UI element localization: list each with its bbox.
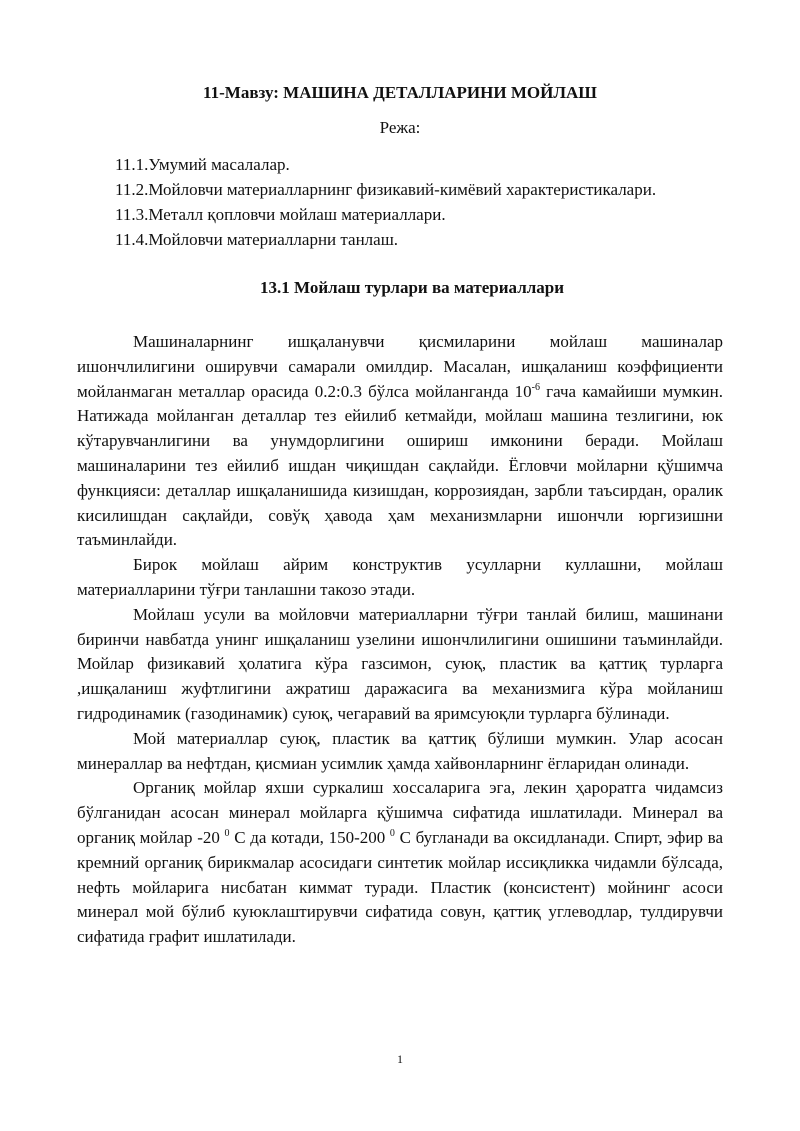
plan-item: 11.1.Умумий масалалар. <box>115 155 290 174</box>
paragraph-2: Бирок мойлаш айрим конструктив усулларни куллашни, мойлаш материалларини тўғри танлашни такозо этади. <box>77 555 723 599</box>
paragraph-5 <box>77 776 723 950</box>
plan-list <box>115 152 755 252</box>
section-heading: 13.1 Мойлаш турлари ва материаллари <box>260 278 565 297</box>
plan-label: Режа: <box>379 118 421 137</box>
plan-item: 11.4.Мойловчи материалларни танлаш. <box>115 230 399 249</box>
paragraph-text: Машиналарнинг ишқаланувчи қисмиларини мойлаш машиналар ишончлилигини оширувчи самарали омилдир. Масалан, ишқаланиш коэффициенти мойланмаган металлар орасида 0.2:0.3 бўлса мойланганда 10 <box>77 332 723 401</box>
paragraph-text: Органиқ мойлар яхши суркалиш хоссаларига эга, лекин ҳароратга чидамсиз бўлганидан асосан минерал мойларга қўшимча сифатида ишлатилади. Минерал ва органиқ мойлар -20 <box>77 778 723 847</box>
plan-item: 11.2.Мойловчи материалларнинг физикавий-кимёвий характеристикалари. <box>115 180 657 199</box>
body-text <box>77 330 723 950</box>
superscript: -6 <box>531 381 541 393</box>
paragraph-text: С бугланади ва оксидланади. Спирт, эфир ва кремний органиқ бирикмалар асосидаги синтетик мойлар иссиқликка чидамли бўлсада, нефть мойларига нисбатан киммат туради. Пластик (консистент) мойнинг асоси минерал мой бўлиб куюклаштирувчи сифатида совун, қаттиқ углеводлар, тулдирувчи сифатида графит ишлатилади. <box>77 827 723 947</box>
plan-item: 11.3.Металл қопловчи мойлаш материаллари. <box>115 205 446 224</box>
paragraph-4: Мой материаллар суюқ, пластик ва қаттиқ бўлиши мумкин. Улар асосан минераллар ва нефтдан, қисмиан усимлик ҳамда хайвонларнинг ёгларидан олинади. <box>77 728 723 773</box>
page-number: 1 <box>397 1052 403 1066</box>
superscript: 0 <box>224 827 230 839</box>
paragraph-text: С да котади, 150-200 <box>229 827 390 847</box>
paragraph-1 <box>77 330 723 553</box>
paragraph-3: Мойлаш усули ва мойловчи материалларни тўғри танлай билиш, машинани биринчи навбатда унинг ишқаланиш узелини ишончлилигини ошишини таъминлайди. Мойлар физикавий ҳолатига кўра газсимон, суюқ, пластик ва қаттиқ турларга ,ишқаланиш жуфтлигини ажратиш даражасига ва механизмига кўра мойланиш гидродинамик (газодинамик) суюқ, чегаравий ва яримсуюқли турларга бўлинади. <box>77 604 723 723</box>
document-title: 11-Мавзу: МАШИНА ДЕТАЛЛАРИНИ МОЙЛАШ <box>203 83 597 102</box>
paragraph-text: гача камайиши мумкин. Натижада мойланган деталлар тез ейилиб кетмайди, мойлаш машина тезлигини, юк кўтарувчанлигини ва унумдорлигини ошириш имконини беради. Мойлаш машиналарини тез ейилиб ишдан чиқишдан сақлайди. Ёгловчи мойларни қўшимча функцияси: деталлар ишқаланишида кизишдан, коррозиядан, зарбли таъсирдан, оралик кисилишдан сақлайди, совўқ ҳавода ҳам механизмларни ишончли юргизишни таъминлайди. <box>77 381 724 550</box>
superscript: 0 <box>389 827 395 839</box>
